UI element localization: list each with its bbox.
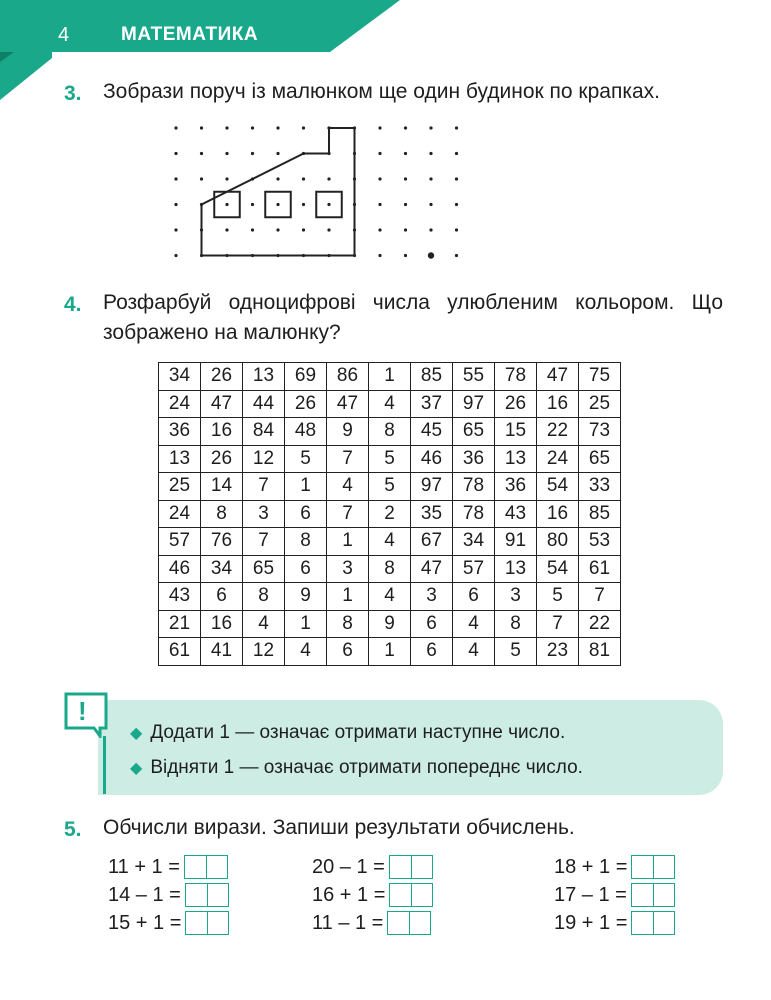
task4-text-line1: Розфарбуй одноцифрові числа улюбленим кольором. Що	[103, 291, 723, 314]
grid-cell[interactable]: 9	[369, 610, 411, 638]
grid-cell[interactable]: 61	[159, 638, 201, 666]
grid-cell[interactable]: 47	[327, 390, 369, 418]
grid-cell[interactable]: 6	[327, 638, 369, 666]
grid-cell[interactable]: 6	[285, 500, 327, 528]
grid-cell[interactable]: 75	[579, 363, 621, 391]
grid-cell[interactable]: 8	[495, 610, 537, 638]
grid-cell[interactable]: 65	[453, 418, 495, 446]
grid-cell[interactable]: 25	[159, 473, 201, 501]
diamond-bullet-icon: ◆	[130, 725, 143, 742]
task4-number: 4.	[64, 293, 82, 316]
expression: 20 – 1 =	[312, 853, 433, 879]
grid-cell[interactable]: 7	[243, 473, 285, 501]
grid-row	[159, 445, 621, 473]
answer-box[interactable]	[184, 855, 228, 879]
answer-box[interactable]	[389, 855, 433, 879]
grid-cell[interactable]: 4	[453, 610, 495, 638]
grid-cell[interactable]: 1	[285, 473, 327, 501]
grid-cell[interactable]: 6	[411, 610, 453, 638]
grid-cell[interactable]: 34	[201, 555, 243, 583]
grid-cell[interactable]: 25	[579, 390, 621, 418]
grid-cell[interactable]: 24	[537, 445, 579, 473]
expression: 11 – 1 =	[312, 909, 431, 935]
answer-box[interactable]	[185, 883, 229, 907]
grid-cell[interactable]: 8	[201, 500, 243, 528]
grid-cell[interactable]: 45	[411, 418, 453, 446]
grid-cell[interactable]: 86	[327, 363, 369, 391]
grid-cell[interactable]: 6	[411, 638, 453, 666]
grid-cell[interactable]: 36	[495, 473, 537, 501]
grid-row	[159, 500, 621, 528]
grid-cell[interactable]: 3	[411, 583, 453, 611]
grid-cell[interactable]: 1	[327, 583, 369, 611]
expression: 14 – 1 =	[108, 881, 229, 907]
grid-cell[interactable]: 44	[243, 390, 285, 418]
grid-cell[interactable]: 5	[495, 638, 537, 666]
grid-cell[interactable]: 13	[495, 555, 537, 583]
grid-cell[interactable]: 7	[327, 500, 369, 528]
grid-cell[interactable]: 1	[369, 363, 411, 391]
grid-cell[interactable]: 12	[243, 638, 285, 666]
task3-number: 3.	[64, 82, 82, 105]
grid-cell[interactable]: 9	[327, 418, 369, 446]
grid-cell[interactable]: 85	[579, 500, 621, 528]
rule-box	[98, 700, 723, 795]
grid-cell[interactable]: 47	[201, 390, 243, 418]
task4-text-line2: зображено на малюнку?	[103, 321, 341, 344]
grid-cell[interactable]: 97	[453, 390, 495, 418]
grid-cell[interactable]: 21	[159, 610, 201, 638]
grid-cell[interactable]: 54	[537, 473, 579, 501]
grid-cell[interactable]: 54	[537, 555, 579, 583]
rule-item-add: ◆ Додати 1 — означає отримати наступне число.	[130, 722, 566, 743]
grid-cell[interactable]: 1	[327, 528, 369, 556]
grid-cell[interactable]: 4	[243, 610, 285, 638]
grid-row	[159, 528, 621, 556]
grid-cell[interactable]: 13	[159, 445, 201, 473]
grid-cell[interactable]: 26	[201, 363, 243, 391]
grid-row	[159, 390, 621, 418]
grid-cell[interactable]: 3	[243, 500, 285, 528]
grid-cell[interactable]: 69	[285, 363, 327, 391]
grid-cell[interactable]: 8	[243, 583, 285, 611]
expression: 11 + 1 =	[108, 853, 228, 879]
grid-cell[interactable]: 35	[411, 500, 453, 528]
grid-cell[interactable]: 34	[453, 528, 495, 556]
rule-post	[103, 736, 106, 794]
grid-cell[interactable]: 37	[411, 390, 453, 418]
task5-text: Обчисли вирази. Запиши результати обчислень.	[103, 816, 575, 839]
grid-cell[interactable]: 84	[243, 418, 285, 446]
grid-cell[interactable]: 78	[453, 500, 495, 528]
grid-cell[interactable]: 46	[159, 555, 201, 583]
page-number: 4	[58, 24, 70, 46]
grid-row	[159, 555, 621, 583]
grid-cell[interactable]: 5	[285, 445, 327, 473]
grid-cell[interactable]: 46	[411, 445, 453, 473]
grid-cell[interactable]: 76	[201, 528, 243, 556]
grid-cell[interactable]: 65	[243, 555, 285, 583]
grid-cell[interactable]: 7	[537, 610, 579, 638]
grid-cell[interactable]: 13	[495, 445, 537, 473]
grid-cell[interactable]: 57	[453, 555, 495, 583]
grid-cell[interactable]: 13	[243, 363, 285, 391]
grid-cell[interactable]: 91	[495, 528, 537, 556]
grid-cell[interactable]: 5	[369, 473, 411, 501]
answer-box[interactable]	[389, 883, 433, 907]
grid-cell[interactable]: 65	[579, 445, 621, 473]
grid-cell[interactable]: 14	[201, 473, 243, 501]
grid-cell[interactable]: 5	[369, 445, 411, 473]
grid-cell[interactable]: 4	[369, 528, 411, 556]
exclamation-mark: !	[78, 696, 87, 726]
grid-cell[interactable]: 6	[453, 583, 495, 611]
grid-cell[interactable]: 43	[495, 500, 537, 528]
grid-cell[interactable]: 53	[579, 528, 621, 556]
grid-cell[interactable]: 16	[201, 610, 243, 638]
grid-row	[159, 638, 621, 666]
expression: 17 – 1 =	[554, 881, 675, 907]
grid-cell[interactable]: 78	[453, 473, 495, 501]
grid-cell[interactable]: 1	[369, 638, 411, 666]
grid-cell[interactable]: 26	[495, 390, 537, 418]
grid-cell[interactable]: 24	[159, 500, 201, 528]
grid-cell[interactable]: 3	[495, 583, 537, 611]
grid-cell[interactable]: 8	[369, 418, 411, 446]
grid-row	[159, 583, 621, 611]
answer-box[interactable]	[631, 883, 675, 907]
grid-cell[interactable]: 78	[495, 363, 537, 391]
answer-box[interactable]	[631, 911, 675, 935]
grid-cell[interactable]: 47	[537, 363, 579, 391]
number-grid	[158, 362, 621, 666]
grid-cell[interactable]: 26	[201, 445, 243, 473]
grid-cell[interactable]: 97	[411, 473, 453, 501]
expression: 15 + 1 =	[108, 909, 229, 935]
answer-box[interactable]	[631, 855, 675, 879]
subject-title: МАТЕМАТИКА	[121, 24, 259, 45]
grid-cell[interactable]: 1	[285, 610, 327, 638]
rule-item-subtract: ◆ Відняти 1 — означає отримати попереднє число.	[130, 757, 583, 778]
grid-cell[interactable]: 4	[369, 390, 411, 418]
grid-cell[interactable]: 2	[369, 500, 411, 528]
grid-cell[interactable]: 23	[537, 638, 579, 666]
grid-cell[interactable]: 6	[285, 555, 327, 583]
grid-cell[interactable]: 36	[453, 445, 495, 473]
grid-cell[interactable]: 48	[285, 418, 327, 446]
grid-cell[interactable]: 26	[285, 390, 327, 418]
grid-cell[interactable]: 55	[453, 363, 495, 391]
dot-grid-house	[170, 118, 470, 268]
grid-cell[interactable]: 4	[327, 473, 369, 501]
grid-cell[interactable]: 61	[579, 555, 621, 583]
expression: 18 + 1 =	[554, 853, 675, 879]
grid-cell[interactable]: 7	[579, 583, 621, 611]
grid-cell[interactable]: 7	[243, 528, 285, 556]
grid-cell[interactable]: 43	[159, 583, 201, 611]
grid-cell[interactable]: 4	[285, 638, 327, 666]
grid-cell[interactable]: 57	[159, 528, 201, 556]
grid-cell[interactable]: 81	[579, 638, 621, 666]
grid-cell[interactable]: 47	[411, 555, 453, 583]
grid-cell[interactable]: 9	[285, 583, 327, 611]
grid-row	[159, 473, 621, 501]
grid-row	[159, 363, 621, 391]
task3-text: Зобрази поруч із малюнком ще один будинок по крапках.	[103, 80, 661, 103]
answer-box[interactable]	[387, 911, 431, 935]
grid-cell[interactable]: 12	[243, 445, 285, 473]
diamond-bullet-icon: ◆	[130, 760, 143, 777]
grid-cell[interactable]: 36	[159, 418, 201, 446]
grid-cell[interactable]: 34	[159, 363, 201, 391]
grid-cell[interactable]: 16	[537, 390, 579, 418]
grid-cell[interactable]: 80	[537, 528, 579, 556]
grid-cell[interactable]: 33	[579, 473, 621, 501]
grid-cell[interactable]: 41	[201, 638, 243, 666]
expression: 16 + 1 =	[312, 881, 433, 907]
grid-cell[interactable]: 8	[327, 610, 369, 638]
grid-cell[interactable]: 24	[159, 390, 201, 418]
expression: 19 + 1 =	[554, 909, 675, 935]
grid-cell[interactable]: 73	[579, 418, 621, 446]
grid-row	[159, 610, 621, 638]
answer-box[interactable]	[185, 911, 229, 935]
grid-cell[interactable]: 3	[327, 555, 369, 583]
grid-cell[interactable]: 16	[537, 500, 579, 528]
grid-cell[interactable]: 4	[453, 638, 495, 666]
grid-cell[interactable]: 67	[411, 528, 453, 556]
task5-number: 5.	[64, 818, 82, 841]
grid-cell[interactable]: 4	[369, 583, 411, 611]
grid-cell[interactable]: 5	[537, 583, 579, 611]
grid-cell[interactable]: 16	[201, 418, 243, 446]
grid-cell[interactable]: 22	[579, 610, 621, 638]
grid-cell[interactable]: 15	[495, 418, 537, 446]
grid-cell[interactable]: 6	[201, 583, 243, 611]
grid-cell[interactable]: 85	[411, 363, 453, 391]
grid-row	[159, 418, 621, 446]
grid-cell[interactable]: 8	[285, 528, 327, 556]
grid-cell[interactable]: 8	[369, 555, 411, 583]
grid-cell[interactable]: 7	[327, 445, 369, 473]
grid-cell[interactable]: 22	[537, 418, 579, 446]
